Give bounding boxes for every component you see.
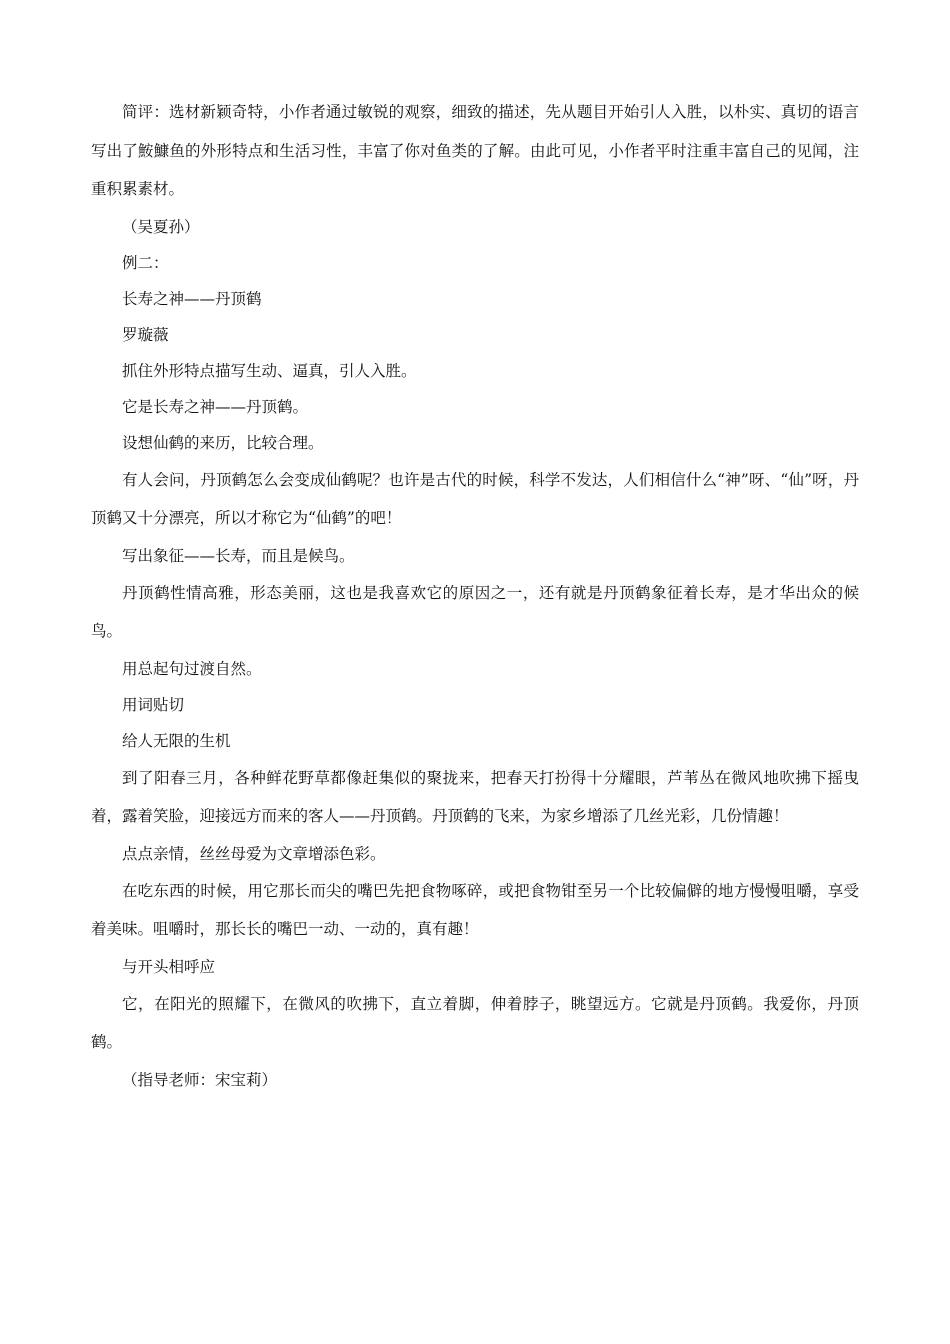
comment-line: 设想仙鹤的来历，比较合理。	[122, 433, 324, 452]
comment-line: 给人无限的生机	[122, 731, 231, 750]
reviewer-name: （吴夏孙）	[122, 217, 200, 236]
essay-line: 它是长寿之神——丹顶鹤。	[122, 397, 309, 416]
teacher-credit: （指导老师：宋宝莉）	[122, 1070, 278, 1089]
comment-line: 点点亲情，丝丝母爱为文章增添色彩。	[122, 844, 386, 863]
review-paragraph: 简评：选材新颖奇特，小作者通过敏锐的观察，细致的描述，先从题目开始引人入胜，以朴实、真切的语言写出了鮟鱇鱼的外形特点和生活习性，丰富了你对鱼类的了解。由此可见，小作者平时注重丰富自己的见闻，注重积累素材。	[91, 103, 859, 198]
comment-line: 写出象征——长寿，而且是候鸟。	[122, 546, 355, 565]
comment-line: 与开头相呼应	[122, 957, 216, 976]
document-body	[91, 93, 859, 1098]
essay-paragraph: 丹顶鹤性情高雅，形态美丽，这也是我喜欢它的原因之一，还有就是丹顶鹤象征着长寿，是才华出众的候鸟。	[91, 583, 859, 640]
essay-title: 长寿之神——丹顶鹤	[122, 289, 262, 308]
essay-author: 罗璇薇	[122, 325, 169, 344]
example-heading: 例二：	[122, 253, 169, 272]
essay-paragraph: 在吃东西的时候，用它那长而尖的嘴巴先把食物啄碎，或把食物钳至另一个比较偏僻的地方慢慢咀嚼，享受着美味。咀嚼时，那长长的嘴巴一动、一动的，真有趣！	[91, 881, 859, 938]
comment-line: 用词贴切	[122, 695, 185, 714]
essay-paragraph: 到了阳春三月，各种鲜花野草都像赶集似的聚拢来，把春天打扮得十分耀眼，芦苇丛在微风地吹拂下摇曳着，露着笑脸，迎接远方而来的客人——丹顶鹤。丹顶鹤的飞来，为家乡增添了几丝光彩，几份情趣！	[91, 768, 859, 825]
comment-line: 用总起句过渡自然。	[122, 659, 262, 678]
comment-line: 抓住外形特点描写生动、逼真，引人入胜。	[122, 361, 417, 380]
essay-paragraph: 有人会问，丹顶鹤怎么会变成仙鹤呢？也许是古代的时候，科学不发达，人们相信什么“神”呀、“仙”呀，丹顶鹤又十分漂亮，所以才称它为“仙鹤”的吧！	[91, 470, 859, 527]
essay-paragraph: 它，在阳光的照耀下，在微风的吹拂下，直立着脚，伸着脖子，眺望远方。它就是丹顶鹤。我爱你，丹顶鹤。	[91, 994, 859, 1051]
